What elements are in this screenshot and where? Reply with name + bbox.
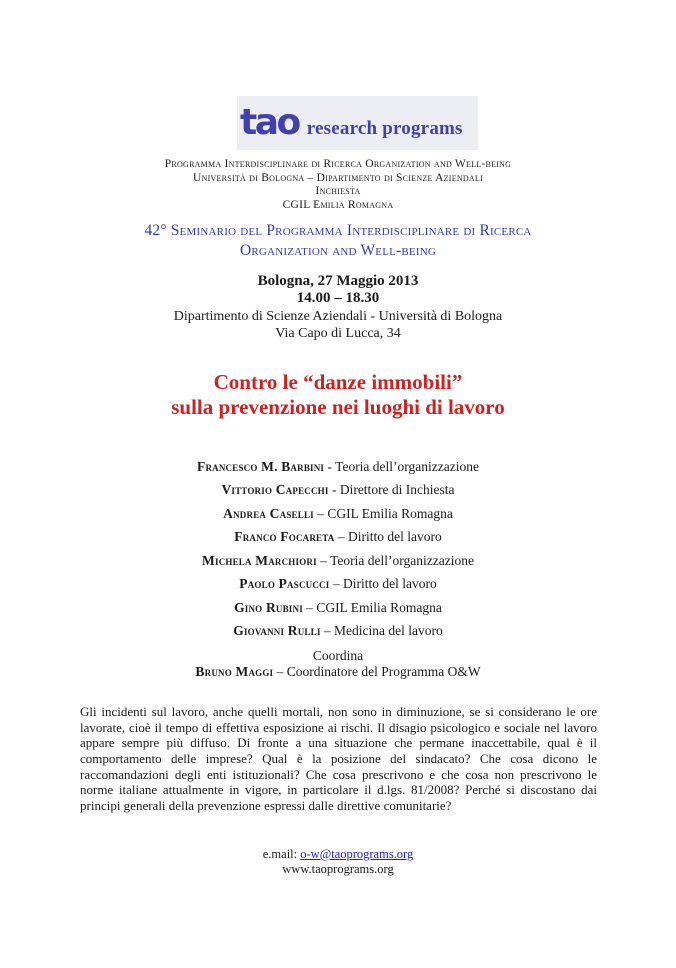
org-line-inchiesta: Inchiesta: [315, 185, 361, 198]
speaker-row: [0, 507, 676, 521]
tao-logo-wordmark: tao: [240, 102, 299, 143]
tao-logo: [237, 96, 478, 150]
speaker-role: - Teoria dell’organizzazione: [327, 458, 479, 474]
speaker-name: Francesco M. Barbini: [197, 458, 325, 474]
speaker-row: [0, 530, 676, 544]
speaker-row: [0, 483, 676, 497]
org-line-program: Programma Interdisciplinare di Ricerca Organization and Well-being: [164, 158, 512, 170]
speaker-role: – CGIL Emilia Romagna: [306, 599, 442, 615]
seminar-heading: [0, 221, 676, 261]
event-details: [0, 273, 676, 343]
speaker-name: Paolo Pascucci: [239, 576, 330, 592]
org-line-cgil: CGIL Emilia Romagna: [282, 199, 394, 212]
coordinator-name: Bruno Maggi: [195, 664, 274, 680]
speaker-role: – CGIL Emilia Romagna: [317, 505, 453, 521]
event-venue: Dipartimento di Scienze Aziendali - Università di Bologna: [173, 308, 503, 324]
org-line-university: Università di Bologna – Dipartimento di Scienze Aziendali: [193, 171, 483, 184]
speaker-role: - Direttore di Inchiesta: [331, 482, 455, 498]
abstract-paragraph: Gli incidenti sul lavoro, anche quelli mortali, non sono in diminuzione, se si considerano le ore lavorate, cioè il tempo di effettiva esposizione ai rischi. Il disagio psicologico e sociale nel lavoro appare sempre più diffuso. Di fronte a una situazione che permane inaccettabile, qual è il comportamento delle imprese? Qual è la posizione del sindacato? Che cosa dicono le raccomandazioni degli enti istituzionali? Che cosa prescrivono e che cosa non prescrivono le norme italiane attualmente in vigore, in particolare il d.lgs. 81/2008? Perché si discostano dai principi generali della prevenzione espressi dalle direttive comunitarie?: [80, 703, 597, 814]
speaker-role: – Diritto del lavoro: [337, 529, 442, 545]
email-link[interactable]: o-w@taoprograms.org: [300, 846, 414, 861]
speaker-name: Andrea Caselli: [223, 505, 314, 521]
coordinator-row: [0, 664, 676, 681]
seminar-heading-line1: 42° Seminario del Programma Interdisciplinare di Ricerca: [144, 221, 532, 239]
email-label: e.mail:: [262, 846, 301, 861]
speaker-name: Michela Marchiori: [202, 552, 317, 568]
email-line: [0, 847, 676, 863]
page-title-line2: sulla prevenzione nei luoghi di lavoro: [171, 395, 505, 420]
event-time: 14.00 – 18.30: [296, 290, 380, 307]
event-address: Via Capo di Lucca, 34: [275, 326, 401, 342]
speaker-row: [0, 601, 676, 615]
coordination-block: [0, 648, 676, 681]
speaker-name: Franco Focareta: [234, 529, 335, 545]
seminar-heading-line2: Organization and Well-being: [240, 241, 436, 259]
speaker-name: Giovanni Rulli: [233, 623, 321, 639]
website-text: www.taoprograms.org: [282, 862, 394, 877]
speakers-list: [0, 460, 676, 639]
speaker-name: Vittorio Capecchi: [221, 482, 329, 498]
speaker-row: [0, 460, 676, 474]
coordination-label: Coordina: [312, 647, 364, 663]
tao-logo-subtitle: research programs: [306, 118, 463, 139]
page-title: [0, 370, 676, 421]
organization-block: [0, 158, 676, 213]
speaker-role: – Teoria dell’organizzazione: [320, 552, 474, 568]
contact-footer: [0, 847, 676, 878]
speaker-name: Gino Rubini: [234, 599, 303, 615]
speaker-row: [0, 577, 676, 591]
speaker-role: – Diritto del lavoro: [332, 576, 437, 592]
page-title-line1: Contro le “danze immobili”: [213, 369, 463, 394]
speaker-role: – Medicina del lavoro: [323, 623, 443, 639]
event-date: Bologna, 27 Maggio 2013: [257, 272, 419, 289]
speaker-row: [0, 624, 676, 638]
speaker-row: [0, 554, 676, 568]
coordinator-role: – Coordinatore del Programma O&W: [276, 664, 481, 680]
